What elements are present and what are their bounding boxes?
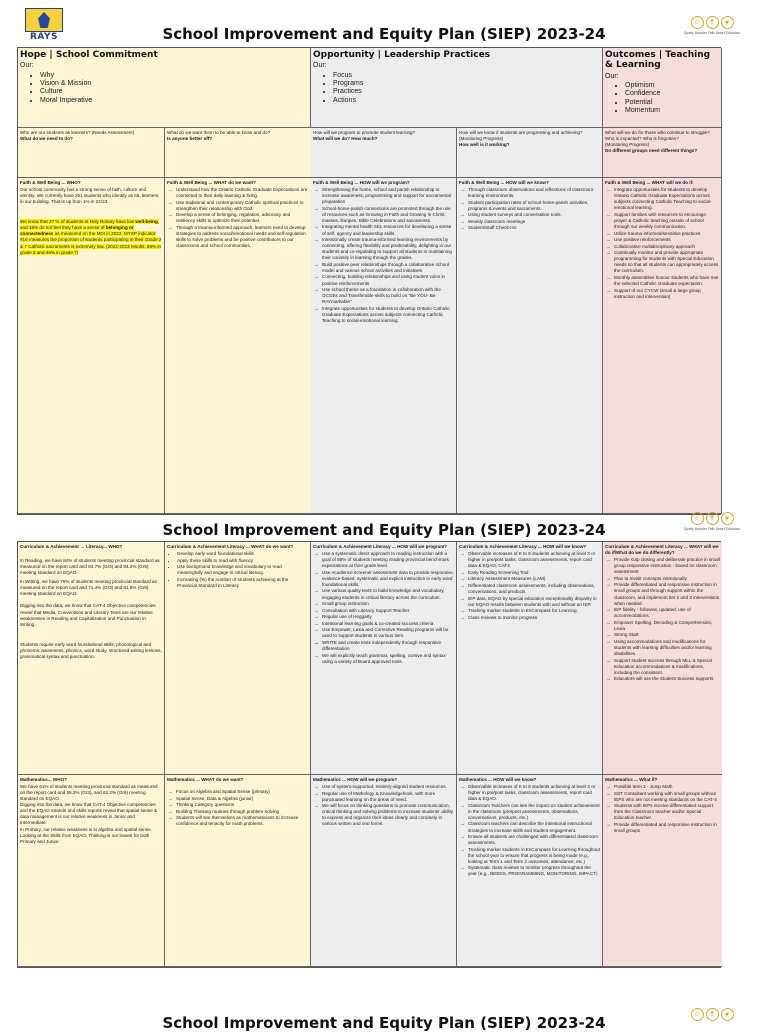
list-item: → School-home-parish connections are promoted through the use of resources such as Growing in Faith and Growing in Christ, masses, liturgies, Bible Celebrations and sacraments.: [313, 206, 454, 224]
list-item: → Intentional learning goals & co-created success criteria: [313, 621, 454, 627]
list-item: → Connecting, building relationships and using student voice in positive reinforcements: [313, 274, 454, 286]
list-item: → Use positive reinforcements: [605, 237, 719, 243]
list-item: → Support families with resources to encourage prayer & Catholic teaching outside of school through our weekly communication.: [605, 212, 719, 230]
list-item: • Use background knowledge and vocabulary to read meaningfully and engage in critical literacy.: [177, 564, 308, 576]
list-item: → Monthly assemblies honour students who have met the selected Catholic Graduate expectation.: [605, 275, 719, 287]
board-logo-3: [682, 1008, 742, 1034]
list-item: → Integrate opportunities for students to develop Ontario Catholic Graduate Expectations across subjects connecting Catholic Teaching to social-emotional learning.: [313, 306, 454, 324]
math-want: Mathematics ... WHAT do we want? → Focus on Algebra and Spatial Sense (primary) → Spatial Sense, Data & Algebra (junior) → Thinking Category questions → Building Thinking routines through problem-solving → Students will see themselves as mathematicians to increase confidence and tenacity for math problems.: [165, 775, 311, 967]
list-item: → Provide Gap closing and deliberate practice in small group responsive instruction - based on classroom assessment: [605, 557, 720, 575]
list-item: → Empower Spelling, Decoding & Comprehension, Lexia: [605, 620, 720, 632]
siep-table-faith: [17, 47, 721, 515]
list-item: → Provide differentiated and responsive instruction in small groups: [605, 822, 720, 834]
page-title-2: School Improvement and Equity Plan (SIEP) 2023-24: [162, 521, 606, 539]
list-item: → Build positive peer relationships through a collaborative school model and various school activities and initiatives.: [313, 262, 454, 274]
list-item: → Strengthening the home, school and parish relationship to increase awareness, programming and support for sacramental preparation: [313, 187, 454, 205]
list-item: → Utilize trauma-informed/sensitive practices: [605, 231, 719, 237]
list-item: → Classroom Teachers can see the impact on student achievement in the classroom (pre/post assessments, observations, conversations, products, etc.): [459, 803, 600, 821]
list-item: → Through a trauma-informed approach, learners need to develop strategies to address social/emotional needs and self-regulation skills to solve problems and be positive contributors to our classrooms and school communities.: [167, 225, 309, 249]
list-item: → Consultation with Literacy Support Teacher: [313, 608, 454, 614]
smile-icon: ☺: [691, 1008, 704, 1021]
list-item: → Use school theme as a foundation in collaboration with the OCGEs and Transferable skills to build on "Be YOU- Be RAYmarkable": [313, 287, 454, 305]
list-item: → Student/Staff Check-Ins: [459, 225, 600, 231]
list-item: → Strong Start: [605, 632, 720, 638]
literacy-differently-list: [605, 557, 720, 682]
board-logo: [682, 16, 742, 42]
faith-if-list: [605, 187, 719, 300]
question-3: How will we program to promote student learning? What will we do? How much?: [311, 128, 457, 178]
list-item: → Plan to revisit concepts intentionally.: [605, 576, 720, 582]
list-item: → Regular use of Heggarty: [313, 614, 454, 620]
list-item: → Continually monitor and provide appropriate programming for students with Special Education needs so that all students can appropriately access the curriculum.: [605, 250, 719, 274]
page-title: School Improvement and Equity Plan (SIEP) 2023-24: [162, 25, 606, 43]
people-icon: ●: [721, 1008, 734, 1021]
list-item: → We will focus on thinking questions to promote communication, critical thinking and solving problems to increase students' ability to express and organize their ideas clearly and concisely in various written and oral forms.: [313, 803, 454, 827]
faith-program-list: [313, 187, 454, 324]
list-item: → Use of system-supported, ministry-aligned student resources.: [313, 784, 454, 790]
list-item: → Ensure all students are challenged with differentiated classroom assessments.: [459, 834, 600, 846]
list-item: → Integrate opportunities for students to develop Ontario Catholic Graduate Expectations across subjects connecting Catholic Teaching to social-emotional learning.: [605, 187, 719, 211]
people-icon: ●: [721, 16, 734, 29]
list-item: → Weekly classroom meetings: [459, 219, 600, 225]
list-item: • Increasing (%) the number of students achieving at the Provincial Standard in Literacy: [177, 577, 308, 589]
list-item: → IEP data, EQAO by special education exceptionality disparity in our EQAO results between students with and without an IEP.: [459, 596, 600, 608]
list-item: → IEP fidelity - followed, updated, use of accommodations.: [605, 607, 720, 619]
header-opportunity: Opportunity | Leadership Practices Our: • Focus • Programs • Practices • Actions: [311, 48, 603, 128]
list-item: → SST Consultant working with small groups without IEPS who are not meeting standards on the CAT-4: [605, 791, 720, 803]
literacy-want: Curriculum & Achievement Literacy ... WHAT do we want? • Develop early word foundational skills • Apply these skills to read with fluency • Use background knowledge and vocabulary to read meaningfully and engage in critical literacy. • Increasing (%) the number of students achieving at the Provincial Standard in Literacy: [165, 542, 311, 775]
faith-program: Faith & Well Being ... HOW will we program? → Strengthening the home, school and parish relationship to increase awareness, programming and support for sacramental preparation → School-home-parish connections are promoted through the use of resources such as Growing in Faith and Growing in Christ, masses, liturgies, Bible Celebrations and sacraments. → Integrating mental health SEL resources for developing a sense of self, agency and leadership skills. → Intentionally create trauma-informed learning environments by connecting, offering flexibility and predictability, delighting in our students and co-regulating to support all students in maintaining their curiosity in learning through the grades. → Build positive peer relationships through a collaborative school model and various school activities and initiatives. → Connecting, building relationships and using student voice in positive reinforcements → Use school theme as a foundation in collaboration with the OCGEs and Transferable skills to build on "Be YOU- Be RAYmarkable" → Integrate opportunities for students to develop Ontario Catholic Graduate Expectations across subjects connecting Catholic Teaching to social-emotional learning.: [311, 178, 457, 514]
list-item: → WRITE and create texts independently through responsive differentiation: [313, 640, 454, 652]
list-item: → Small group instruction: [313, 601, 454, 607]
faith-want: Faith & Well Being ... WHAT do we want? → Understand how the Ontario Catholic Graduate Expectations are connected to their daily learning & living. → Use traditional and contemporary Catholic spiritual practices to strengthen their relationship with God. → Develop a sense of belonging, regulation, advocacy and resiliency skills to optimize their potential. → Through a trauma-informed approach, learners need to develop strategies to address social/emotional needs and self-regulation skills to solve problems and be positive contributors to our classrooms and school communities.: [165, 178, 311, 514]
question-4: How will we know if students are progressing and achieving? (Monitoring Progress) How well is it working?: [457, 128, 603, 178]
opportunity-list: • Focus • Programs • Practices • Actions: [313, 72, 600, 106]
math-what-if: Mathematics ... What if? → Possible term 2 - Jump Math → SST Consultant working with small groups without IEPS who are not meeting standards on the CAT-4 → Students with IEPs receive differentiated support from the Classroom teacher and/or Special Education teacher. → Provide differentiated and responsive instruction in small groups: [603, 775, 722, 967]
list-item: → Use Empower, Lexia and Corrective Reading programs will be used to support students in various tiers.: [313, 627, 454, 639]
list-item: → Use traditional and contemporary Catholic spiritual practices to strengthen their relationship with God.: [167, 200, 309, 212]
math-know: Mathematics ... HOW will we know? → Observable increases of K to 8 students achieving at level 3 or higher in pre/post tasks, classroom assessments, report card data & EQAO. → Classroom Teachers can see the impact on student achievement in the classroom (pre/post assessments, observations, conversations, products, etc.) → Classroom teachers can describe the intentional instructional strategies to increase skills and student engagement. → Ensure all students are challenged with differentiated classroom assessments. → Tracking marker students in EnCompass for Learning throughout the school year to ensure that progress is being made (e.g., looking at Term 1 and Term 2 outcomes, attendance, etc.) → Systematic class reviews to monitor progress throughout the year (e.g., NEEDS, PROGRAMMING, MONITORING, IMPACT): [457, 775, 603, 967]
header-hope: Hope | School Commitment Our: • Why • Vision & Mission • Culture • Moral Imperative: [18, 48, 311, 128]
list-item: → Possible term 2 - Jump Math: [605, 784, 720, 790]
list-item: → Thinking Category questions: [167, 802, 308, 808]
board-tagline: Quality Inclusive Faith Based Education: [683, 31, 741, 35]
literacy-want-list: [167, 551, 308, 589]
faith-who: Faith & Well Being ... WHO? Our school community has a strong sense of faith, culture and identity. We currently have 251 students who identify as ML learners in our building. That is up from 1% in 22/23. We know that 37 % of students at Holy Rosary have low well-being, and 16% do not feel they have a sense of belonging or connectedness as measured on the MDI in 2022. MYSP indicator #16 measures the proportion of students participating in their Grade 2 & 7 Catholic sacraments is extremely low. (2022-2023 results: 58% in grade 2 and 46% in grade 7): [18, 178, 165, 514]
outcomes-list: • Optimism • Confidence • Potential • Momentum: [605, 82, 719, 116]
list-item: → Building Thinking routines through problem-solving: [167, 809, 308, 815]
math-what-if-list: [605, 784, 720, 834]
list-item: → Using accommodations and modifications for students with learning difficulties and/or learning disabilities.: [605, 639, 720, 657]
math-who: Mathematics... WHO? We have 61% of students meeting provincial standard as measured on the report card and 59.2% (Gr3), and 62.2% (Gr6) meeting standard on EQAO. Digging into the data, we know that CAT-4 Objective competencies and the EQAO strands and skills reports reveal that spatial sense & data management is our relative weakness in Junior and Intermediate. In Primary, our relative weakness is in algebra and spatial sense. Looking at the Skills from EQAO, Thinking is our lowest for both Primary and Junior.: [18, 775, 165, 967]
literacy-who: Curriculum & Achievement → Literacy... WHO? In Reading, we have 84% of students meeting provincial standard as measured on the report card and 83.7% (Gr3) and 84.2% (Gr6) meeting standard on EQAO. In Writing, we have 76% of students meeting provincial standard as measured on the report card and 71.4% (Gr3) and 81.5% (Gr6) meeting standard on EQAO. Digging into the data, we know that CAT-4 Objective competencies reveal that Media, Conventions and Literary Texts are our relative weaknesses in Reading and Capitalization and Punctuation in Writing. Students require early word foundational skills, phonological and phonemic awareness, phonics, word study, structured writing lessons, grammatical syntax and punctuation.: [18, 542, 165, 775]
board-tagline-2: Quality Inclusive Faith Based Education: [683, 527, 741, 531]
list-item: → Intentionally create trauma-informed learning environments by connecting, offering flexibility and predictability, delighting in our students and co-regulating to support all students in maintaining their curiosity in learning through the grades.: [313, 237, 454, 261]
board-logo-2: [682, 512, 742, 538]
smile-icon: ☺: [691, 16, 704, 29]
list-item: → Use a systematic direct approach to reading instruction with a goal of 88% of students meeting reading provincial benchmark expectations at their grade level.: [313, 551, 454, 569]
list-item: → We will explicitly teach grammar, spelling, cursive and syntax using a variety of Board approved tools.: [313, 653, 454, 665]
faith-know: Faith & Well Being ... HOW will we know? → Through classroom observations and reflections of classroom learning environments. → Student participation rates of school-home-parish activities, programs & events and sacraments. → Using student surveys and conversation tools. → Weekly classroom meetings → Student/Staff Check-Ins: [457, 178, 603, 514]
math-want-list: [167, 789, 308, 827]
list-item: → Focus on Algebra and Spatial Sense (primary): [167, 789, 308, 795]
literacy-differently: Curriculum & Achievement Literacy ... WHAT will we do if/What do we do differently? → Provide Gap closing and deliberate practice in small group responsive instruction - based on classroom assessment → Plan to revisit concepts intentionally. → Provide differentiated and responsive instruction in small groups and through support within the classroom, and implement tier 2 and 3 interventions when needed. → IEP fidelity - followed, updated, use of accommodations. → Empower Spelling, Decoding & Comprehension, Lexia → Strong Start → Using accommodations and modifications for students with learning difficulties and/or learning disabilities. → Support student success through MLL & Special Education accommodations & modifications, including the consistent. → Educators will use the Student Success supports: [603, 542, 722, 775]
list-item: → Observable increases of K to 8 students achieving at level 3 or higher in pre/post tasks, classroom assessments, report card data & EQAO.: [459, 784, 600, 802]
list-item: → Provide differentiated and responsive instruction in small groups and through support within the classroom, and implement tier 2 and 3 interventions when needed.: [605, 582, 720, 606]
faith-icon: ✝: [706, 1008, 719, 1021]
faith-icon: ✝: [706, 512, 719, 525]
people-icon: ●: [721, 512, 734, 525]
list-item: → Regular use of Mathology & Knowledgehook, with more punctuated learning on the areas of need.: [313, 791, 454, 803]
list-item: → Classroom teachers can describe the intentional instructional strategies to increase skills and student engagement.: [459, 821, 600, 833]
math-program-list: [313, 784, 454, 827]
list-item: → Class reviews to monitor progress: [459, 615, 600, 621]
faith-know-list: [459, 187, 600, 231]
list-item: → Observable increases of K to 8 students achieving at level 3 or higher in pre/post tasks, classroom assessments, report card data & EQAO, CAT4: [459, 551, 600, 569]
list-item: → Through classroom observations and reflections of classroom learning environments.: [459, 187, 600, 199]
hope-list: • Why • Vision & Mission • Culture • Moral Imperative: [20, 72, 308, 106]
list-item: • Apply these skills to read with fluency: [177, 558, 308, 564]
list-item: → Tracking marker students in EnCompass for Learning throughout the school year to ensure that progress is being made (e.g., looking at Term 1 and Term 2 outcomes, attendance, etc.): [459, 847, 600, 865]
faith-who-highlight: We know that 37 % of students at Holy Rosary have low well-being, and 16% do not feel they have a sense of belonging or connectedness as measured on the MDI in 2022. MYSP indicator #16 measures the proportion of students participating in their Grade 2 & 7 Catholic sacraments is extremely low. (2022-2023 results: 58% in grade 2 and 46% in grade 7): [20, 219, 162, 255]
list-item: → Collaborative multidisciplinary approach: [605, 244, 719, 250]
list-item: → Develop a sense of belonging, regulation, advocacy and resiliency skills to optimize their potential.: [167, 212, 309, 224]
smile-icon: ☺: [691, 512, 704, 525]
list-item: → Using student surveys and conversation tools.: [459, 212, 600, 218]
question-2: What do we want them to be able to know and do? Is anyone better off?: [165, 128, 311, 178]
list-item: • Develop early word foundational skills: [177, 551, 308, 557]
list-item: → Understand how the Ontario Catholic Graduate Expectations are connected to their daily learning & living.: [167, 187, 309, 199]
list-item: → Early Reading Screening Tool: [459, 570, 600, 576]
math-program: Mathematics ... HOW will we program? → Use of system-supported, ministry-aligned student resources. → Regular use of Mathology & Knowledgehook, with more punctuated learning on the areas of need. → We will focus on thinking questions to promote communication, critical thinking and solving problems to increase students' ability to express and organize their ideas clearly and concisely in various written and oral forms.: [311, 775, 457, 967]
question-1: Who are our students as learners? (Needs Assessment) What do we need to do?: [18, 128, 165, 178]
literacy-know-list: [459, 551, 600, 621]
list-item: → Students will see themselves as mathematicians to increase confidence and tenacity for math problems.: [167, 815, 308, 827]
list-item: → Spatial Sense, Data & Algebra (junior): [167, 796, 308, 802]
math-know-list: [459, 784, 600, 877]
rays-logo-text: RAYS: [29, 32, 59, 42]
list-item: → Tracking marker students in EnCompass for Learning.: [459, 608, 600, 614]
list-item: → Literacy Assessment Measures (LAM): [459, 576, 600, 582]
question-5: What will we do for those who continue to struggle? Who is impacted? Who is forgotten? (Monitoring Progress) Do different groups need different things?: [603, 128, 722, 178]
faith-if: Faith & Well Being ... WHAT will we do if: → Integrate opportunities for students to develop Ontario Catholic Graduate Expectations across subjects connecting Catholic Teaching to social-emotional learning. → Support families with resources to encourage prayer & Catholic teaching outside of school through our weekly communication. → Utilize trauma-informed/sensitive practices → Use positive reinforcements → Collaborative multidisciplinary approach → Continually monitor and provide appropriate programming for students with Special Education needs so that all students can appropriately access the curriculum. → Monthly assemblies honour students who have met the selected Catholic Graduate expectation. → Support of our CYCW (small & large group instruction and intervention): [603, 178, 722, 514]
list-item: → Integrating mental health SEL resources for developing a sense of self, agency and leadership skills.: [313, 224, 454, 236]
header-outcomes: Outcomes | Teaching & Learning Our: • Optimism • Confidence • Potential • Momentum: [603, 48, 722, 128]
list-item: → Students with IEPs receive differentiated support from the Classroom teacher and/or Special Education teacher.: [605, 803, 720, 821]
list-item: → Educators will use the Student Success supports: [605, 676, 720, 682]
literacy-know: Curriculum & Achievement Literacy ... HOW will we know? → Observable increases of K to 8 students achieving at level 3 or higher in pre/post tasks, classroom assessments, report card data & EQAO, CAT4 → Early Reading Screening Tool → Literacy Assessment Measures (LAM) → Differentiated classroom assessments, including observations, conversations, and products → IEP data, EQAO by special education exceptionality disparity in our EQAO results between students with and without an IEP. → Tracking marker students in EnCompass for Learning. → Class reviews to monitor progress: [457, 542, 603, 775]
list-item: → Use Acadience screener assessment data to provide responsive, evidence-based, systematic and explicit instruction in early word foundational skills.: [313, 570, 454, 588]
literacy-program: Curriculum & Achievement Literacy ... HOW will we program? → Use a systematic direct approach to reading instruction with a goal of 88% of students meeting reading provincial benchmark expectations at their grade level. → Use Acadience screener assessment data to provide responsive, evidence-based, systematic and explicit instruction in early word foundational skills. → Use various quality texts to build knowledge and vocabulary, engaging students in critical literacy across the curriculum. → Small group instruction → Consultation with Literacy Support Teacher → Regular use of Heggarty → Intentional learning goals & co-created success criteria → Use Empower, Lexia and Corrective Reading programs will be used to support students in various tiers. → WRITE and create texts independently through responsive differentiation → We will explicitly teach grammar, spelling, cursive and syntax using a variety of Board approved tools.: [311, 542, 457, 775]
literacy-program-list: [313, 551, 454, 665]
list-item: → Support student success through MLL & Special Education accommodations & modifications, including the consistent.: [605, 658, 720, 676]
list-item: → Student participation rates of school-home-parish activities, programs & events and sacraments.: [459, 200, 600, 212]
list-item: → Differentiated classroom assessments, including observations, conversations, and products: [459, 583, 600, 595]
list-item: → Use various quality texts to build knowledge and vocabulary, engaging students in critical literacy across the curriculum.: [313, 588, 454, 600]
page-title-3: School Improvement and Equity Plan (SIEP) 2023-24: [162, 1014, 606, 1032]
siep-table-curriculum: [17, 541, 721, 968]
list-item: → Systematic class reviews to monitor progress throughout the year (e.g., NEEDS, PROGRAMMING, MONITORING, IMPACT): [459, 865, 600, 877]
faith-icon: ✝: [706, 16, 719, 29]
list-item: → Support of our CYCW (small & large group instruction and intervention): [605, 288, 719, 300]
faith-want-list: [167, 187, 309, 249]
